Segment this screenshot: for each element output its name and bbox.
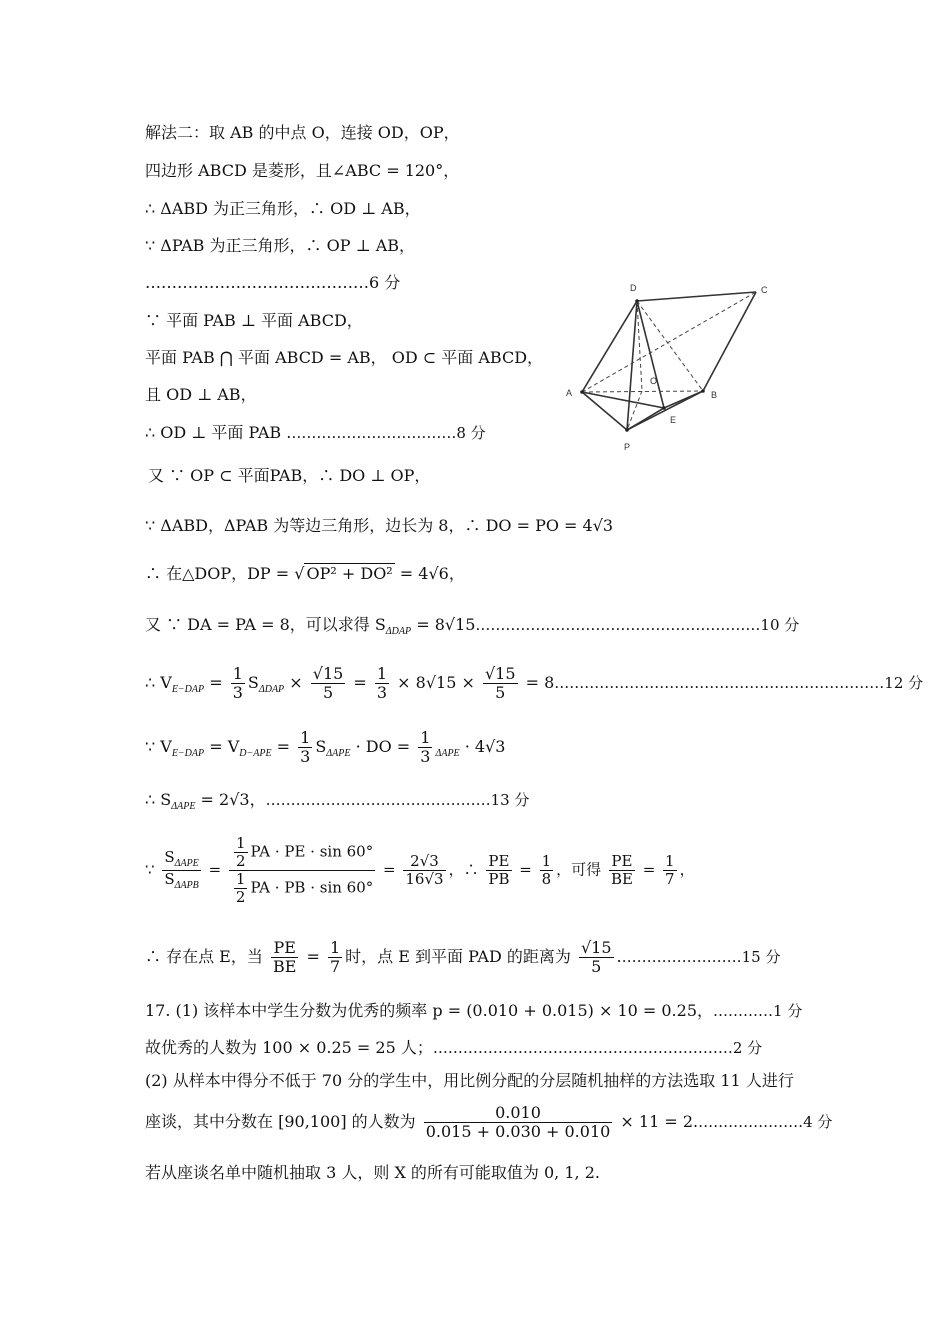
score-12: …………………………………………………………12 分 xyxy=(554,674,924,692)
score-13: ………………………………………13 分 xyxy=(265,791,530,809)
line-11: ∵ ΔABD，ΔPAB 为等边三角形，边长为 8，∴ DO = PO = 4√3 xyxy=(145,516,614,535)
figure-solid-edges xyxy=(582,292,756,430)
line-7: 平面 PAB ⋂ 平面 ABCD = AB， OD ⊂ 平面 ABCD， xyxy=(145,348,544,367)
line-5: ……………………………………6 分 xyxy=(145,273,401,292)
line-16: ∴ $S_{\Delta APE} = 2√3$，………………………………………13 分 xyxy=(145,790,530,812)
line-14: ∴ $V_{E-DAP}$ = $\frac{1}{3}$ $S_{\Delta DAP}$ × $\frac{√15}{5}$ = $\frac{1}{3}$ × 8√15 × $\frac{√15}{5}$ = 8…………………………………………………………12 分 xyxy=(145,664,924,702)
score-10: …………………………………………………10 分 xyxy=(475,616,800,634)
line-2: 四边形 ABCD 是菱形，且∠ABC = 120°， xyxy=(145,161,460,180)
line-20: 故优秀的人数为 100 × 0.25 = 25 人；……………………………………………………2 分 xyxy=(145,1038,763,1057)
line-9: ∴ OD ⊥ 平面 PAB .……………………………8 分 xyxy=(145,423,486,442)
line-15: ∵ $V_{E-DAP} = V_{D-APE}$ = $\frac{1}{3}$ $S_{\Delta APE}$ · DO = $\frac{1}{3}$ $_{\Delta APE}$ · 4√3 xyxy=(145,728,506,766)
line-22: 座谈，其中分数在 [90,100] 的人数为 $\frac{0.010}{0.015 + 0.030 + 0.010}$ × 11 = 2.…………………4 分 xyxy=(145,1103,833,1141)
line-4: ∵ ΔPAB 为正三角形，∴ OP ⊥ AB， xyxy=(145,236,416,255)
line-18: ∴ 存在点 E，当 $\frac{PE}{BE}$ = $\frac{1}{7}$ 时，点 E 到平面 PAD 的距离为 $\frac{√15}{5}$ .……………………15 分 xyxy=(145,938,781,976)
score-2: ……………………………………………………2 分 xyxy=(432,1039,763,1057)
line-1: 解法二：取 AB 的中点 O，连接 OD，OP， xyxy=(145,123,460,142)
score-15: ……………………15 分 xyxy=(621,948,781,966)
label-A: A xyxy=(566,388,573,398)
line-10: 又 ∵ OP ⊂ 平面PAB，∴ DO ⊥ OP， xyxy=(148,466,431,485)
label-B: B xyxy=(711,390,718,400)
label-P: P xyxy=(624,442,631,452)
line-21: (2) 从样本中得分不低于 70 分的学生中，用比例分配的分层随机抽样的方法选取 11 人进行 xyxy=(145,1071,794,1090)
line-23: 若从座谈名单中随机抽取 3 人，则 X 的所有可能取值为 0, 1, 2. xyxy=(145,1163,600,1182)
line-13: 又 ∵ DA = PA = 8，可以求得 $S_{\Delta DAP}$ = 8√15…………………………………………………10 分 xyxy=(145,615,800,637)
score-1: …………1 分 xyxy=(713,1002,803,1020)
line-6: ∵ 平面 PAB ⊥ 平面 ABCD， xyxy=(145,311,363,330)
label-O: O xyxy=(650,376,658,386)
line-8: 且 OD ⊥ AB， xyxy=(145,385,257,404)
line-17: ∵ $\frac{S_{\Delta APE}}{S_{\Delta APB}}$ = $\frac{1}{2}$ PA · PE · sin 60° $\frac{1}{2}$ PA · PB · sin 60° = $\frac{2√3}{16√3}$ ，∴ $\frac{PE}{PB}$ = $\frac{1}{8}$ ，可得 $\frac{PE}{BE}$ = $\frac{1}{7}$ ， xyxy=(145,834,695,906)
label-E: E xyxy=(670,415,677,425)
line-3: ∴ ΔABD 为正三角形，∴ OD ⊥ AB， xyxy=(145,199,421,218)
line-12: ∴ 在△DOP，DP = √ OP² + DO² = 4√6， xyxy=(145,564,465,583)
label-D: D xyxy=(630,283,637,293)
score-4: …………………4 分 xyxy=(698,1113,833,1131)
line-19: 17. (1) 该样本中学生分数为优秀的频率 p = (0.010 + 0.015) × 10 = 0.25，…………1 分 xyxy=(145,1001,803,1020)
label-C: C xyxy=(761,285,768,295)
score-8: ……………………………8 分 xyxy=(291,424,486,442)
pyramid-figure xyxy=(560,280,780,455)
